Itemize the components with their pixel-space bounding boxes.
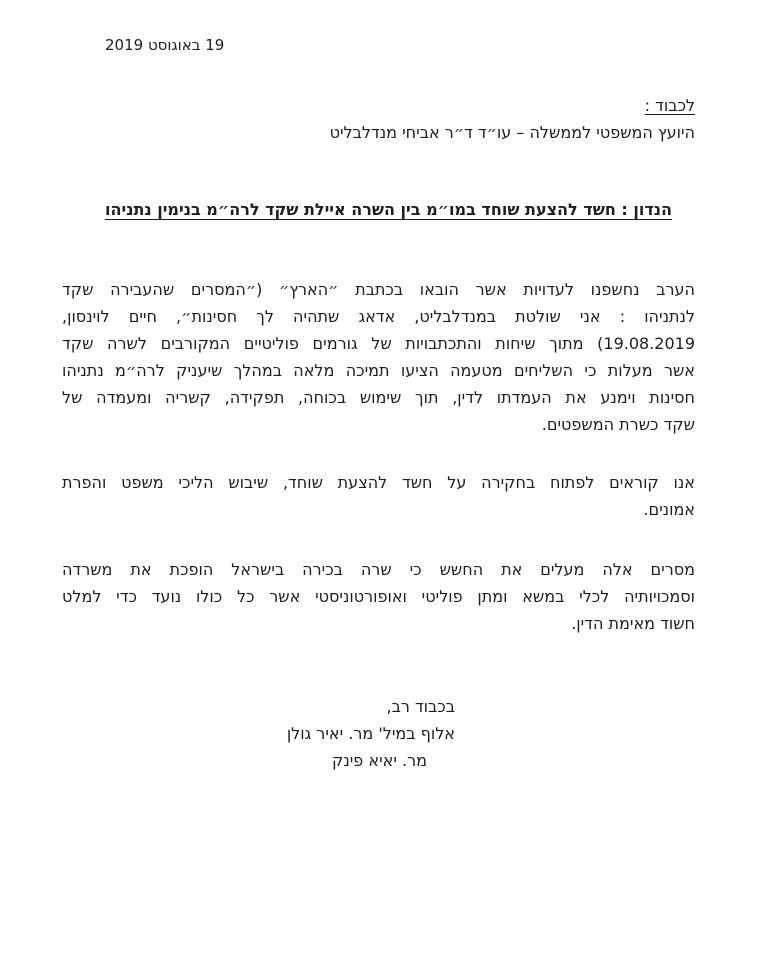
subject-line: הנדון : חשד להצעת שוחד במו״מ בין השרה איילת שקד לרה״מ בנימין נתניהו [105,200,672,219]
paragraph-1-line-3: 19.08.2019) מתוך שיחות והתכתבויות של גורמים פוליטיים המקורבים לשרה שקד [62,334,695,353]
paragraph-2 [62,469,695,523]
paragraph-1-line-6: שקד כשרת המשפטים. [541,415,695,434]
paragraph-1-line-1: הערב נחשפנו לעדויות אשר הובאו בכתבת ״הארץ״ (״המסרים שהעבירה שקד [62,280,695,299]
paragraph-2-line-2: אמונים. [643,500,695,519]
signature-block [287,693,455,774]
closing-line: בכבוד רב, [386,697,455,716]
recipient-block [62,92,695,146]
recipient-salutation: לכבוד : [644,96,695,115]
paragraph-3 [62,556,695,637]
paragraph-1-line-5: חסינות וימנע את העמדתו לדין, תוך שימוש בכוחה, תפקידה, קשריה ומעמדה של [62,388,695,407]
paragraph-1 [62,276,695,438]
signer-1: אלוף במיל' מר. יאיר גולן [286,724,455,743]
paragraph-1-line-2: לנתניהו : אני שולטת במנדלבליט, אדאג שתהיה לך חסינות״, חיים לוינסון, [62,307,695,326]
paragraph-3-line-3: חשוד מאימת הדין. [571,614,695,633]
signer-2: מר. יאיא פינק [331,751,427,770]
date-line: 19 באוגוסט 2019 [105,36,225,54]
paragraph-2-line-1: אנו קוראים לפתוח בחקירה על חשד להצעת שוחד, שיבוש הליכי משפט והפרת [62,473,695,492]
recipient-name: היועץ המשפטי לממשלה – עו״ד ד״ר אביחי מנדלבליט [329,123,695,142]
paragraph-1-line-4: אשר מעלות כי השליחים מטעמה הציעו תמיכה מלאה במהלך שיעניק לרה״מ נתניהו [62,361,695,380]
paragraph-3-line-2: וסמכויותיה לכלי במשא ומתן פוליטי ואופורטוניסטי אשר כל כולו נועד כדי למלט [62,587,695,606]
paragraph-3-line-1: מסרים אלה מעלים את החשש כי שרה בכירה בישראל הופכת את משרדה [62,560,695,579]
